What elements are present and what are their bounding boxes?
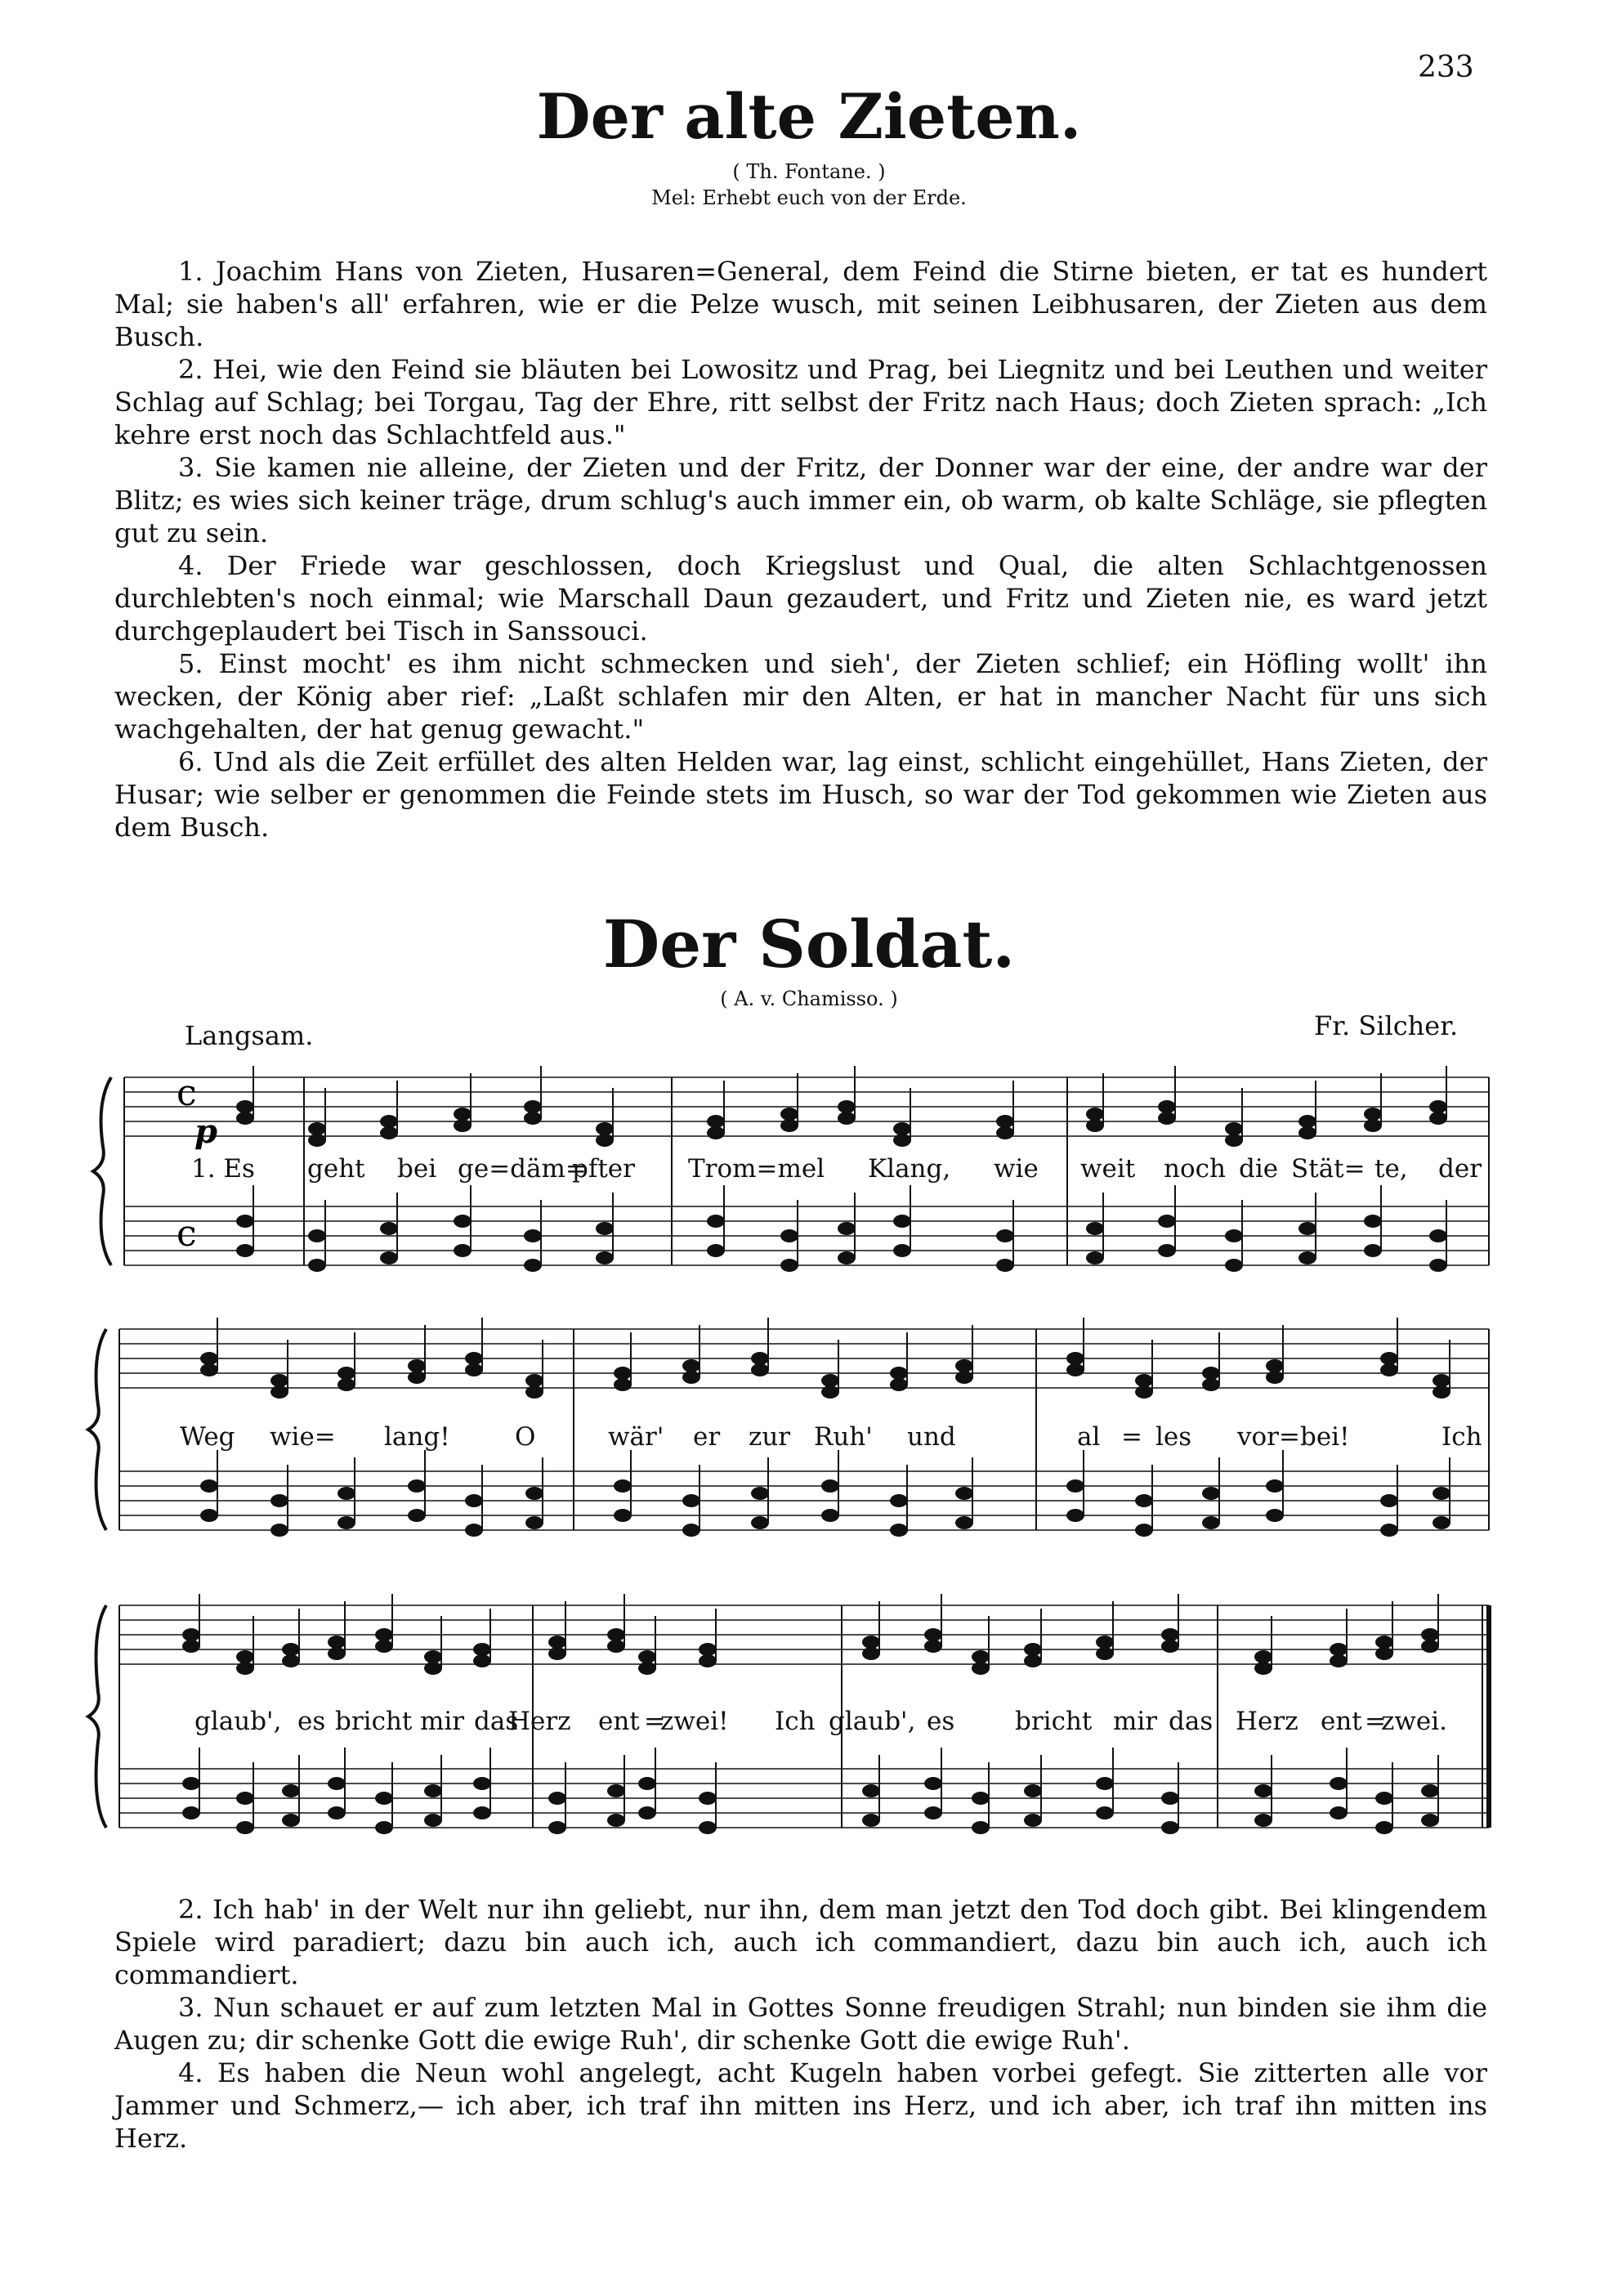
note-head [838, 1100, 856, 1113]
song-verses [114, 1893, 1487, 2155]
note-head [270, 1385, 288, 1399]
note-head [473, 1654, 491, 1667]
note-head [614, 1367, 632, 1380]
note-head [380, 1126, 398, 1139]
note-head [200, 1363, 218, 1376]
note-head [236, 1650, 254, 1663]
note-head [525, 1487, 543, 1500]
lyric-syllable: und [907, 1422, 956, 1452]
lyric-syllable: noch [1164, 1154, 1226, 1184]
note-head [1254, 1784, 1272, 1797]
poem-melody-note: Mel: Erhebt euch von der Erde. [651, 186, 967, 209]
note-head [473, 1777, 491, 1790]
lyric-syllable: glaub', [829, 1707, 916, 1736]
note-head [236, 1792, 254, 1805]
lyric-syllable: es [927, 1707, 955, 1736]
system-brace [93, 1077, 111, 1265]
lyric-syllable: vor=bei! [1237, 1422, 1350, 1452]
note-head [524, 1259, 542, 1272]
note-head [1202, 1367, 1220, 1380]
note-head [751, 1352, 769, 1365]
note-head [924, 1777, 942, 1790]
note-head [972, 1821, 990, 1834]
note-head [1421, 1640, 1439, 1653]
note-head [1158, 1100, 1176, 1113]
note-head [548, 1821, 566, 1834]
note-head [1330, 1643, 1348, 1656]
note-head [1086, 1251, 1104, 1264]
song-title: Der Soldat. [602, 906, 1016, 982]
note-head [525, 1374, 543, 1387]
lyric-syllable: wie= [270, 1422, 336, 1452]
note-head [1364, 1119, 1382, 1132]
note-head [1086, 1108, 1104, 1121]
note-head [1380, 1524, 1398, 1537]
note-head [473, 1806, 491, 1819]
note-head [638, 1650, 656, 1663]
lyric-syllable: bricht [1015, 1707, 1093, 1736]
note-head [1135, 1374, 1153, 1387]
note-head [200, 1352, 218, 1365]
note-head [454, 1215, 472, 1228]
note-head [1024, 1784, 1042, 1797]
lyric-syllable: der [1438, 1154, 1482, 1184]
note-head [924, 1628, 942, 1641]
note-head [1202, 1487, 1220, 1500]
page-number: 233 [1418, 51, 1474, 84]
note-head [337, 1516, 355, 1529]
note-head [890, 1524, 908, 1537]
note-head [465, 1524, 483, 1537]
note-head [1096, 1777, 1114, 1790]
note-head [328, 1806, 346, 1819]
note-head [1066, 1352, 1084, 1365]
note-head [380, 1115, 398, 1128]
note-head [1266, 1509, 1284, 1522]
note-head [375, 1628, 393, 1641]
note-head [972, 1792, 990, 1805]
note-head [308, 1134, 326, 1147]
note-head [614, 1378, 632, 1391]
note-head [328, 1777, 346, 1790]
note-head [1161, 1821, 1179, 1834]
system-brace [88, 1605, 106, 1828]
lyric-syllable: lang! [384, 1422, 450, 1452]
note-head [1364, 1244, 1382, 1257]
note-head [707, 1244, 725, 1257]
note-head [282, 1654, 300, 1667]
note-head [699, 1792, 717, 1805]
lyric-syllable: ent [1321, 1707, 1362, 1736]
note-head [924, 1806, 942, 1819]
note-head [200, 1509, 218, 1522]
note-head [408, 1509, 426, 1522]
note-head [862, 1647, 880, 1660]
note-head [424, 1814, 442, 1827]
note-head [182, 1628, 200, 1641]
note-head [607, 1640, 625, 1653]
note-head [1380, 1352, 1398, 1365]
note-head [955, 1359, 973, 1372]
note-head [838, 1222, 856, 1235]
note-head [525, 1385, 543, 1399]
note-head [1254, 1662, 1272, 1675]
lyric-syllable: weit [1080, 1154, 1136, 1184]
note-head [996, 1115, 1014, 1128]
note-head [337, 1378, 355, 1391]
note-head [473, 1643, 491, 1656]
note-head [236, 1112, 254, 1125]
note-head [638, 1777, 656, 1790]
note-head [614, 1479, 632, 1493]
lyric-syllable: les [1155, 1422, 1192, 1452]
lyric-syllable: die [1239, 1154, 1279, 1184]
lyric-syllable: zur [749, 1422, 791, 1452]
note-head [1364, 1215, 1382, 1228]
note-head [308, 1259, 326, 1272]
note-head [1254, 1814, 1272, 1827]
note-head [408, 1479, 426, 1493]
note-head [1096, 1647, 1114, 1660]
note-head [821, 1374, 839, 1387]
note-head [182, 1777, 200, 1790]
note-head [375, 1792, 393, 1805]
note-head [1096, 1636, 1114, 1649]
note-head [862, 1636, 880, 1649]
note-head [337, 1367, 355, 1380]
note-head [1375, 1821, 1393, 1834]
note-head [1429, 1229, 1447, 1242]
lyric-syllable: Herz [1236, 1707, 1298, 1736]
lyric-syllable: Ich [1441, 1422, 1482, 1452]
lyric-syllable: Weg [180, 1422, 235, 1452]
note-head [1066, 1363, 1084, 1376]
note-head [607, 1784, 625, 1797]
note-head [890, 1378, 908, 1391]
lyric-syllable: er [693, 1422, 721, 1452]
lyric-syllable: glaub', [194, 1707, 282, 1736]
lyric-syllable: pfter [572, 1154, 635, 1184]
note-head [996, 1229, 1014, 1242]
note-head [1421, 1784, 1439, 1797]
note-head [524, 1229, 542, 1242]
note-head [1254, 1650, 1272, 1663]
tempo-marking: Langsam. [185, 1020, 314, 1051]
note-head [380, 1222, 398, 1235]
note-head [821, 1479, 839, 1493]
note-head [996, 1259, 1014, 1272]
note-head [924, 1640, 942, 1653]
note-head [424, 1784, 442, 1797]
note-head [282, 1784, 300, 1797]
lyric-syllable: = [1365, 1707, 1386, 1736]
note-head [1024, 1654, 1042, 1667]
note-head [893, 1134, 911, 1147]
note-head [454, 1119, 472, 1132]
note-head [337, 1487, 355, 1500]
note-head [1161, 1792, 1179, 1805]
note-head [1375, 1636, 1393, 1649]
note-head [182, 1640, 200, 1653]
note-head [838, 1251, 856, 1264]
lyric-syllable: bei [397, 1154, 437, 1184]
note-head [780, 1119, 798, 1132]
note-head [1161, 1640, 1179, 1653]
note-head [236, 1215, 254, 1228]
note-head [955, 1371, 973, 1384]
note-head [1429, 1100, 1447, 1113]
note-head [1158, 1215, 1176, 1228]
note-head [893, 1215, 911, 1228]
composer: Fr. Silcher. [1314, 1010, 1459, 1041]
note-head [270, 1524, 288, 1537]
time-signature-treble: c [177, 1072, 197, 1114]
lyric-syllable: Herz [508, 1707, 571, 1736]
note-head [465, 1363, 483, 1376]
lyric-syllable: O [515, 1422, 536, 1452]
note-head [1266, 1479, 1284, 1493]
note-head [465, 1352, 483, 1365]
lyric-syllable: geht [307, 1154, 365, 1184]
note-head [424, 1650, 442, 1663]
note-head [308, 1229, 326, 1242]
note-head [1330, 1654, 1348, 1667]
note-head [596, 1222, 614, 1235]
note-head [638, 1806, 656, 1819]
lyric-syllable: bricht [335, 1707, 413, 1736]
note-head [1380, 1363, 1398, 1376]
note-head [270, 1374, 288, 1387]
note-head [1086, 1222, 1104, 1235]
note-head [596, 1134, 614, 1147]
note-head [1266, 1371, 1284, 1384]
lyric-syllable: = [1121, 1422, 1142, 1452]
note-head [1429, 1112, 1447, 1125]
lyric-syllable: es [297, 1707, 326, 1736]
note-head [1429, 1259, 1447, 1272]
note-head [548, 1636, 566, 1649]
note-head [862, 1814, 880, 1827]
note-head [607, 1814, 625, 1827]
note-head [1375, 1647, 1393, 1660]
lyric-syllable: Klang, [868, 1154, 951, 1184]
note-head [1086, 1119, 1104, 1132]
note-head [972, 1662, 990, 1675]
note-head [465, 1494, 483, 1507]
note-head [424, 1662, 442, 1675]
note-head [1433, 1516, 1450, 1529]
note-head [1330, 1777, 1348, 1790]
note-head [996, 1126, 1014, 1139]
note-head [707, 1115, 725, 1128]
system-brace [88, 1329, 106, 1530]
poem-title: Der alte Zieten. [536, 80, 1082, 153]
note-head [408, 1371, 426, 1384]
note-head [1066, 1479, 1084, 1493]
note-head [607, 1628, 625, 1641]
note-head [1225, 1134, 1243, 1147]
stanza: 5. Einst mocht' es ihm nicht schmecken und sieh', der Zieten schlief; ein Höfling wollt' ihn wecken, der König aber rief: „Laßt schlafen mir den Alten, er hat in mancher Nacht für uns sich wachgehalten, der hat genug gewacht." [114, 648, 1487, 745]
stanza: 1. Joachim Hans von Zieten, Husaren=General, dem Feind die Stirne bieten, er tat es hundert Mal; sie haben's all' erfahren, wie er die Pelze wusch, mit seinen Leibhusaren, der Zieten aus dem Busch. [114, 256, 1487, 352]
note-head [1225, 1259, 1243, 1272]
note-head [1158, 1244, 1176, 1257]
note-head [707, 1126, 725, 1139]
note-head [328, 1636, 346, 1649]
note-head [596, 1251, 614, 1264]
note-head [200, 1479, 218, 1493]
note-head [838, 1112, 856, 1125]
note-head [1202, 1378, 1220, 1391]
note-head [893, 1122, 911, 1135]
note-head [1225, 1229, 1243, 1242]
note-head [1024, 1814, 1042, 1827]
lyric-syllable: te, [1374, 1154, 1408, 1184]
note-head [699, 1643, 717, 1656]
verse: 3. Nun schauet er auf zum letzten Mal in Gottes Sonne freudigen Strahl; nun binden sie ihm die Augen zu; dir schenke Gott die ewige Ruh', dir schenke Gott die ewige Ruh'. [114, 1992, 1487, 2056]
note-head [270, 1494, 288, 1507]
stanza: 2. Hei, wie den Feind sie bläuten bei Lowositz und Prag, bei Liegnitz und bei Leuthen und weiter Schlag auf Schlag; bei Torgau, Tag der Ehre, ritt selbst der Fritz nach Haus; doch Zieten sprach: „Ich kehre erst noch das Schlachtfeld aus." [114, 354, 1487, 450]
lyric-syllable: zwei! [660, 1707, 729, 1736]
note-head [1161, 1628, 1179, 1641]
note-head [780, 1229, 798, 1242]
lyric-syllable: wie [994, 1154, 1039, 1184]
note-head [862, 1784, 880, 1797]
note-head [614, 1509, 632, 1522]
note-head [1364, 1108, 1382, 1121]
note-head [308, 1122, 326, 1135]
note-head [780, 1259, 798, 1272]
note-head [1024, 1643, 1042, 1656]
note-head [380, 1251, 398, 1264]
note-head [893, 1244, 911, 1257]
note-head [1433, 1385, 1450, 1399]
note-head [821, 1509, 839, 1522]
note-head [524, 1100, 542, 1113]
note-head [707, 1215, 725, 1228]
note-head [182, 1806, 200, 1819]
note-head [548, 1792, 566, 1805]
note-head [1375, 1792, 1393, 1805]
note-head [751, 1516, 769, 1529]
note-head [548, 1647, 566, 1660]
verse: 2. Ich hab' in der Welt nur ihn geliebt, nur ihn, dem man jetzt den Tod doch gibt. Bei klingendem Spiele wird paradiert; dazu bin auch ich, auch ich commandiert, dazu bin auch ich, auch ich commandiert. [114, 1894, 1487, 1990]
note-head [890, 1367, 908, 1380]
lyric-syllable: das [1169, 1707, 1214, 1736]
note-head [1298, 1115, 1316, 1128]
note-head [751, 1487, 769, 1500]
note-head [328, 1647, 346, 1660]
note-head [682, 1494, 700, 1507]
note-head [682, 1371, 700, 1384]
note-head [1330, 1806, 1348, 1819]
lyric-syllable: Ich [775, 1707, 816, 1736]
song-author: ( A. v. Chamisso. ) [720, 987, 898, 1010]
note-head [1135, 1524, 1153, 1537]
poem-author: ( Th. Fontane. ) [732, 160, 886, 183]
note-head [1380, 1494, 1398, 1507]
note-head [1202, 1516, 1220, 1529]
note-head [1433, 1374, 1450, 1387]
note-head [236, 1100, 254, 1113]
lyric-syllable: ge=däm= [458, 1154, 587, 1184]
note-head [596, 1122, 614, 1135]
note-head [375, 1821, 393, 1834]
note-head [1298, 1126, 1316, 1139]
note-head [454, 1108, 472, 1121]
lyric-syllable: wär' [608, 1422, 664, 1452]
note-head [1298, 1222, 1316, 1235]
note-head [1421, 1628, 1439, 1641]
lyric-syllable: = [644, 1707, 665, 1736]
lyric-syllable: mir [1113, 1707, 1158, 1736]
note-head [1298, 1251, 1316, 1264]
lyric-syllable: Trom=mel [688, 1154, 825, 1184]
note-head [821, 1385, 839, 1399]
note-head [525, 1516, 543, 1529]
lyric-syllable: al [1077, 1422, 1101, 1452]
note-head [890, 1494, 908, 1507]
note-head [375, 1640, 393, 1653]
note-head [682, 1524, 700, 1537]
note-head [282, 1814, 300, 1827]
note-head [1433, 1487, 1450, 1500]
note-head [751, 1363, 769, 1376]
note-head [972, 1650, 990, 1663]
stanza: 3. Sie kamen nie alleine, der Zieten und der Fritz, der Donner war der eine, der andre war der Blitz; es wies sich keiner träge, drum schlug's auch immer ein, ob warm, ob kalte Schläge, sie pflegten gut zu sein. [114, 452, 1487, 548]
lyric-syllable: Stät= [1291, 1154, 1365, 1184]
note-head [236, 1244, 254, 1257]
note-head [682, 1359, 700, 1372]
note-head [955, 1516, 973, 1529]
note-head [524, 1112, 542, 1125]
lyric-syllable: mir [420, 1707, 465, 1736]
stanza: 4. Der Friede war geschlossen, doch Kriegslust und Qual, die alten Schlachtgenossen durchlebten's noch einmal; wie Marschall Daun gezaudert, und Fritz und Zieten nie, es ward jetzt durchgeplaudert bei Tisch in Sanssouci. [114, 550, 1487, 647]
note-head [638, 1662, 656, 1675]
note-head [1225, 1122, 1243, 1135]
note-head [1096, 1806, 1114, 1819]
note-head [454, 1244, 472, 1257]
verse: 4. Es haben die Neun wohl angelegt, acht Kugeln haben vorbei gefegt. Sie zitterten alle vor Jammer und Schmerz,— ich aber, ich traf ihn mitten ins Herz, und ich aber, ich traf ihn mitten ins Herz. [114, 2057, 1487, 2154]
note-head [282, 1643, 300, 1656]
note-head [1158, 1112, 1176, 1125]
note-head [236, 1662, 254, 1675]
note-head [1135, 1385, 1153, 1399]
note-head [236, 1821, 254, 1834]
note-head [1266, 1359, 1284, 1372]
lyric-syllable: das [474, 1707, 519, 1736]
stanza: 6. Und als die Zeit erfüllet des alten Helden war, lag einst, schlicht eingehüllet, Hans Zieten, der Husar; wie selber er genommen die Feinde stets im Husch, so war der Tod gekommen wie Zieten aus dem Busch. [114, 746, 1487, 843]
note-head [1066, 1509, 1084, 1522]
note-head [699, 1654, 717, 1667]
dynamic-marking: p [194, 1112, 217, 1151]
note-head [1421, 1814, 1439, 1827]
lyric-syllable: zwei. [1381, 1707, 1447, 1736]
note-head [780, 1108, 798, 1121]
note-head [408, 1359, 426, 1372]
time-signature-bass: c [177, 1213, 197, 1255]
lyric-syllable: 1. Es [191, 1154, 255, 1184]
lyric-syllable: ent [598, 1707, 640, 1736]
note-head [699, 1821, 717, 1834]
note-head [955, 1487, 973, 1500]
note-head [1135, 1494, 1153, 1507]
lyric-syllable: Ruh' [814, 1422, 873, 1452]
